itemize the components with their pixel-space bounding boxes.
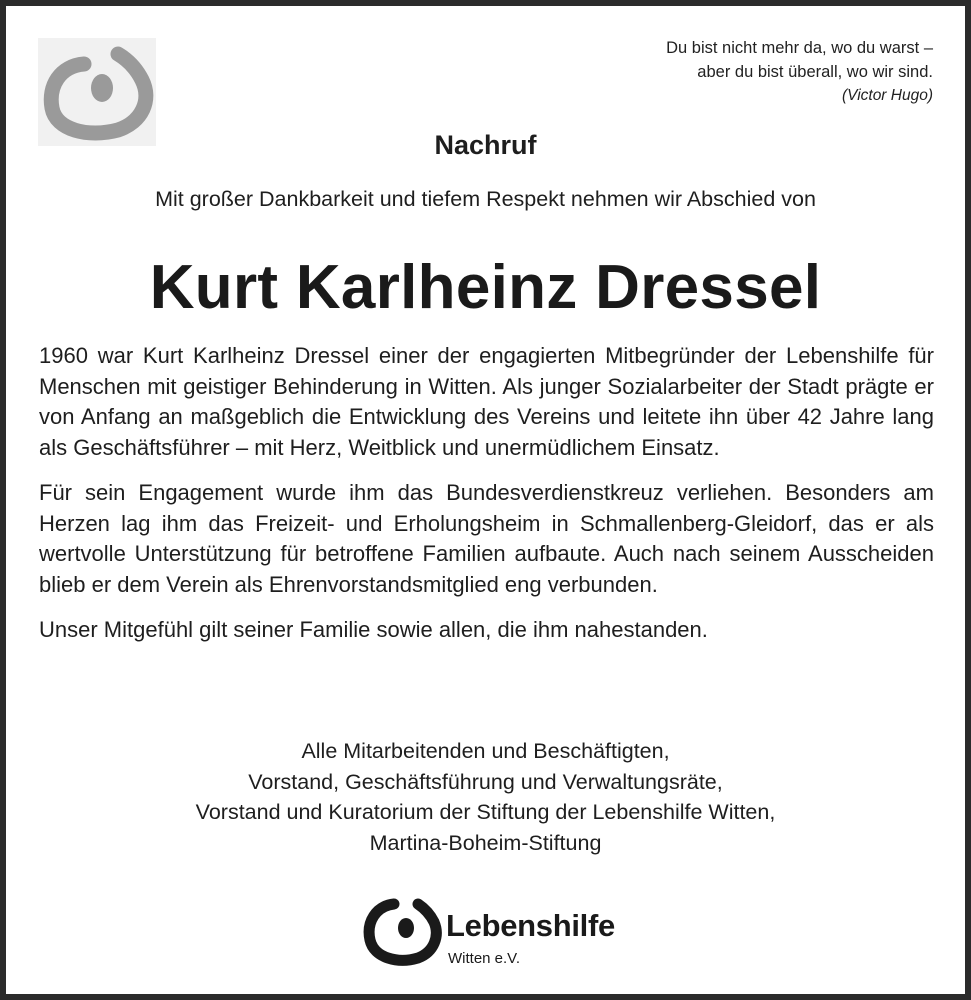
quote-line-1: Du bist nicht mehr da, wo du warst – [666, 39, 933, 57]
signatory-line: Vorstand und Kuratorium der Stiftung der Lebenshilfe Witten, [195, 800, 776, 824]
quote-author: (Victor Hugo) [841, 87, 933, 104]
signatory-line: Alle Mitarbeitenden und Beschäftigten, [301, 739, 670, 763]
organization-logo [362, 892, 632, 972]
epigraph-quote [666, 36, 933, 108]
quote-line-2: aber du bist überall, wo wir sind. [697, 63, 933, 81]
paragraph-1: 1960 war Kurt Karlheinz Dressel einer der engagierten Mitbegründer der Lebenshilfe für Menschen mit geistiger Behinderung in Witten. Als junger Sozialarbeiter der Stadt prägte er von Anfang an maßgeblich die Entwicklung des Vereins und leitete ihn über 42 Jahre lang als Geschäftsführer – mit Herz, Weitblick und unermüdlichem Einsatz. [39, 343, 934, 461]
brand-location: Witten e.V. [448, 950, 520, 967]
paragraph-3: Unser Mitgefühl gilt seiner Familie sowie allen, die ihm nahestanden. [39, 616, 708, 642]
intro-line: Mit großer Dankbarkeit und tiefem Respekt nehmen wir Abschied von [155, 187, 816, 211]
deceased-name: Kurt Karlheinz Dressel [149, 253, 822, 322]
paragraph-2: Für sein Engagement wurde ihm das Bundesverdienstkreuz verliehen. Besonders am Herzen lag ihm das Freizeit- und Erholungsheim in Schmallenberg-Gleidorf, das er als wertvolle Unterstützung für betroffene Familien aufbaute. Auch nach seinem Ausscheiden blieb er dem Verein als Ehrenvorstandsmitglied eng verbunden. [39, 479, 934, 597]
signatory-line: Martina-Boheim-Stiftung [369, 830, 602, 855]
obituary-body [39, 341, 934, 659]
page-title: Nachruf [434, 130, 537, 160]
brand-name: Lebenshilfe [446, 908, 615, 943]
lebenshilfe-logo-icon [362, 892, 442, 972]
signatory-line: Vorstand, Geschäftsführung und Verwaltungsräte, [248, 769, 723, 794]
signatories [6, 736, 965, 858]
